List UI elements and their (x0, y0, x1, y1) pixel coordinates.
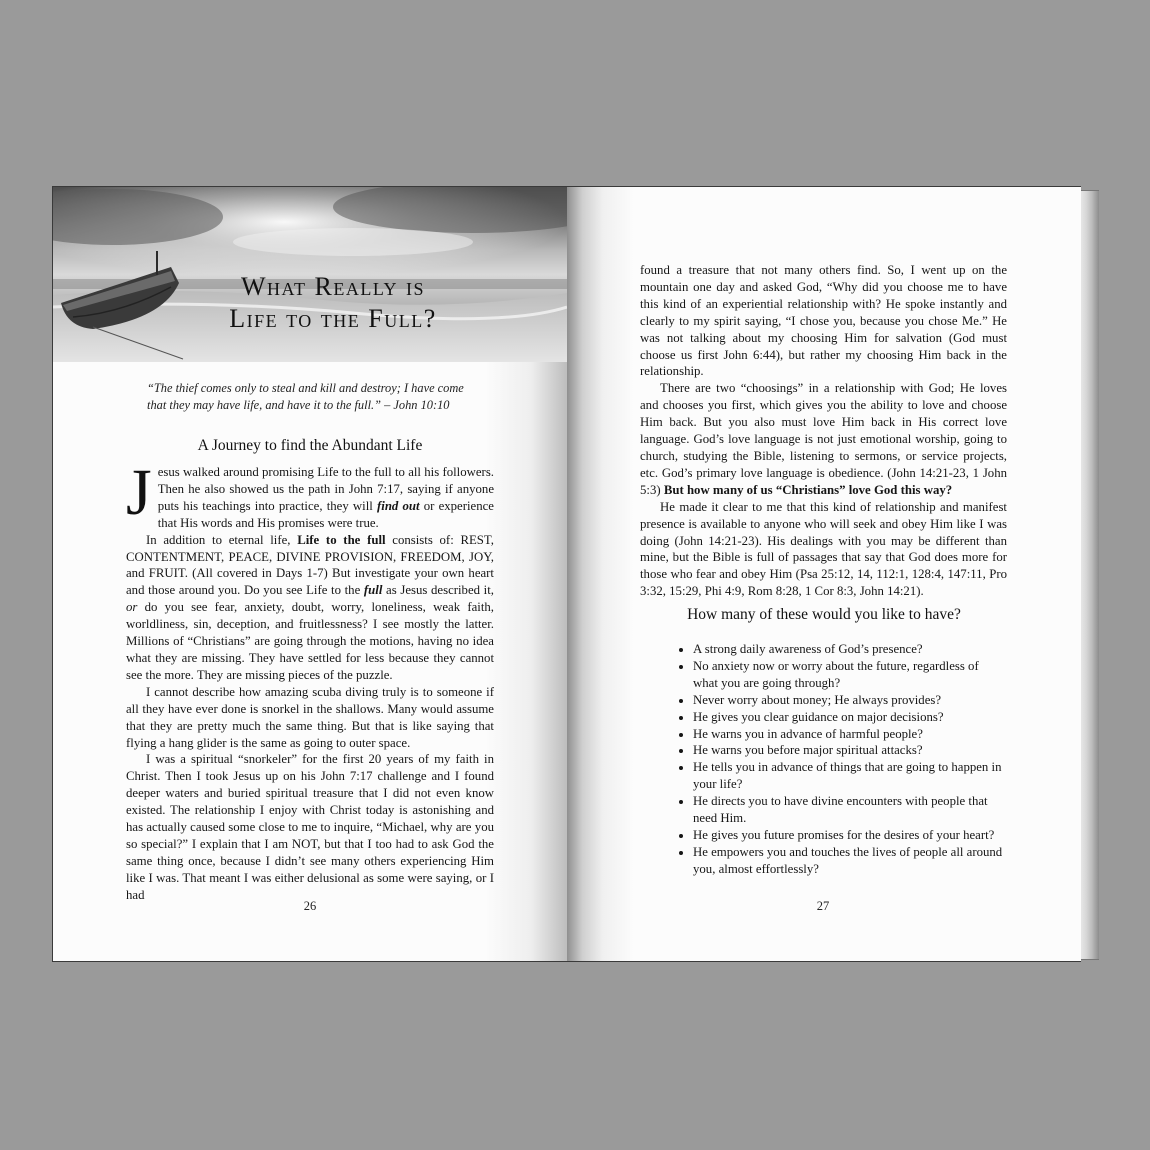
paragraph-2-text-c: consists of: REST, CONTENTMENT, PEACE, DIVINE PROVISION, FREEDOM, JOY, and FRUIT. (All covered in Days 1-7) But investigate your own heart and those around you. Do you see Life to the (126, 532, 494, 598)
right-page (567, 186, 1081, 962)
left-body-text (126, 456, 494, 904)
list-item: • He directs you to have divine encounters with people that need Him. (693, 793, 1003, 827)
page-number-right: 27 (816, 899, 830, 913)
right-paragraph-3: He made it clear to me that this kind of relationship and manifest presence is available to anyone who will seek and obey Him like I was doing (John 14:21-23). His dealings with you may be different than mine, but the Bible is full of passages that say that God does more for those who fear and obey Him (Psa 25:12, 14, 112:1, 128:4, 147:11, Pro 3:32, 15:29, Phi 4:9, Rom 8:28, 1 Cor 8:3, John 14:21). (640, 499, 1007, 599)
list-item: • Never worry about money; He always provides? (693, 692, 1003, 709)
paragraph-1 (126, 456, 494, 532)
list-item: • A strong daily awareness of God’s presence? (693, 641, 1003, 658)
epigraph-line1: “The thief comes only to steal and kill and destroy; I have come (147, 381, 464, 395)
page-stack-edge (1081, 190, 1099, 960)
paragraph-2-bold: Life to the full (297, 532, 386, 547)
list-item: • He tells you in advance of things that are going to happen in your life? (693, 759, 1003, 793)
paragraph-1-text-c: or experience that His words and His promises were true. (157, 498, 494, 530)
paragraph-2 (126, 532, 494, 684)
paragraph-2-text-e: as Jesus described it, (382, 583, 494, 598)
epigraph-line2: that they may have life, and have it to the full.” – John 10:10 (147, 398, 450, 412)
right-paragraph-2-bold: But how many of us “Christians” love God this way? (663, 482, 953, 497)
section-heading-left: A Journey to find the Abundant Life (197, 437, 423, 454)
chapter-title-line2: Life to the Full? (229, 304, 437, 333)
paragraph-2-text-g: do you see fear, anxiety, doubt, worry, loneliness, weak faith, worldliness, sin, deception, and fruitlessness? I see mostly the latter. Millions of “Christians” are going through the motions, having no idea what they are missing. They have settled for less because they cannot see the more. They are missing pieces of the puzzle. (126, 600, 494, 682)
epigraph-quote (147, 380, 487, 414)
left-page (52, 186, 567, 962)
section-heading-right: How many of these would you like to have? (687, 606, 961, 623)
chapter-title (183, 271, 483, 335)
right-paragraph-2 (640, 380, 1007, 498)
list-item: • He warns you before major spiritual attacks? (693, 742, 1003, 759)
chapter-title-line1: What Really is (240, 272, 426, 301)
benefits-list (675, 641, 1003, 878)
list-item: • No anxiety now or worry about the future, regardless of what you are going through? (693, 658, 1003, 692)
paragraph-2-emphasis-full: full (363, 583, 383, 598)
list-item: • He warns you in advance of harmful people? (693, 726, 1003, 743)
open-book (52, 186, 1099, 962)
paragraph-3: I cannot describe how amazing scuba diving truly is to someone if all they have ever done is snorkel in the shallows. Many would assume that they are pretty much the same thing. But that is like saying that flying a hang glider is the same as going to outer space. (126, 684, 494, 750)
page-number-left: 26 (303, 899, 317, 913)
paragraph-1-text-a: esus walked around promising Life to the full to all his followers. Then he also showed us the path in John 7:17, saying if anyone puts his teachings into practice, they will (157, 465, 494, 513)
list-item: • He gives you clear guidance on major decisions? (693, 709, 1003, 726)
list-item: • He gives you future promises for the desires of your heart? (693, 827, 1003, 844)
paragraph-2-text-a: In addition to eternal life, (146, 532, 298, 547)
right-paragraph-1: found a treasure that not many others find. So, I went up on the mountain one day and asked God, “Why did you choose me to have this kind of an experiential relationship with? He spoke instantly and clearly to my spirit saying, “I chose you, because you chose Me.” He was not talking about my choosing Him for salvation (God must choose us first John 6:44), but rather my choosing Him back in the relationship. (640, 263, 1007, 379)
beach-boat-header-image (53, 187, 567, 362)
paragraph-2-italic-or: or (126, 600, 138, 615)
drop-cap: J (126, 456, 152, 529)
right-paragraph-2-text: There are two “choosings” in a relationship with God; He loves and chooses you first, which gives you the ability to love and choose Him back. But you also must love Him back in His correct love language. God’s love language is not just emotional worship, going to church, studying the Bible, listening to sermons, or service projects, etc. God’s primary love language is obedience. (John 14:21-23, 1 John 5:3) (640, 381, 1007, 497)
right-body-text (640, 262, 1007, 600)
paragraph-4: I was a spiritual “snorkeler” for the first 20 years of my faith in Christ. Then I took Jesus up on his John 7:17 challenge and I found deeper waters and buried spiritual treasure that I did not even know existed. The relationship I enjoy with Christ today is astonishing and has actually caused some close to me to inquire, “Michael, why are you so special?” I explain that I am NOT, but that I too had to ask God the same thing once, because I didn’t see many others experiencing Him like I was. That meant I was either delusional as some were saying, or I had (126, 752, 494, 902)
paragraph-1-emphasis: find out (377, 498, 420, 513)
list-item: • He empowers you and touches the lives of people all around you, almost effortlessly? (693, 844, 1003, 878)
